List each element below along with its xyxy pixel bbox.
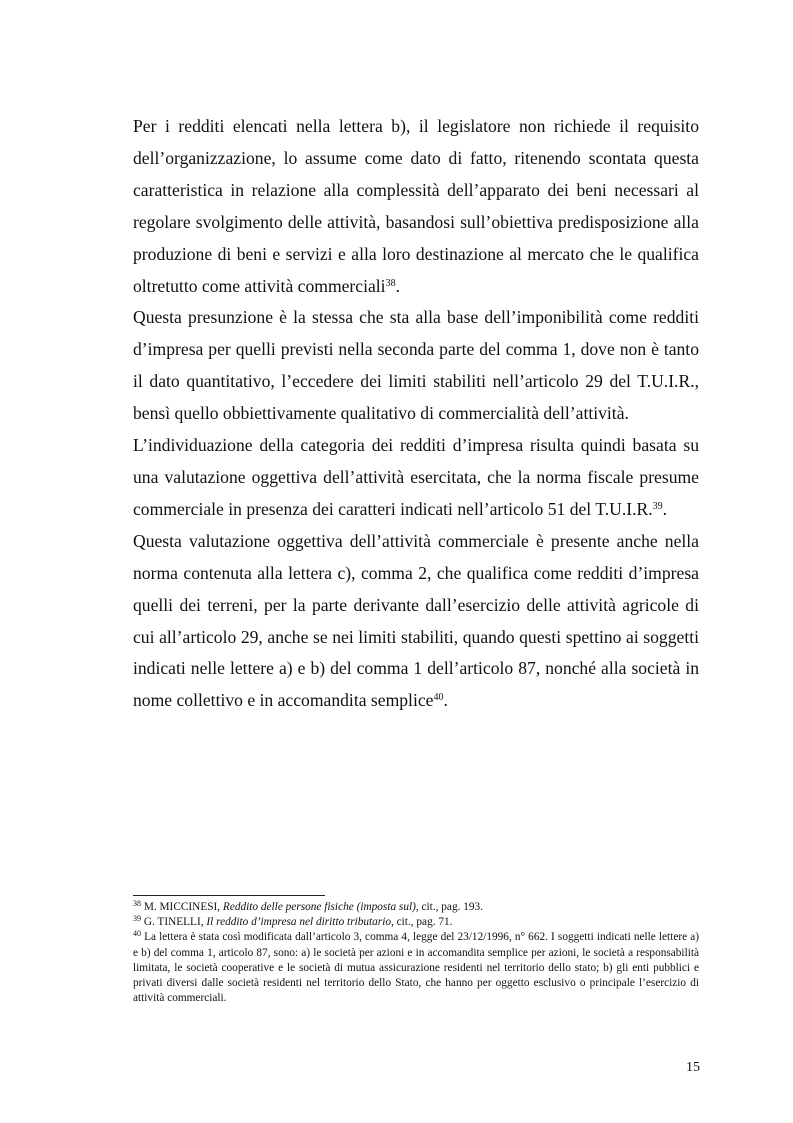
- footnote: [133, 915, 699, 930]
- paragraph: [133, 526, 699, 717]
- footnote: [133, 930, 699, 1006]
- footnote-number: 40: [133, 929, 141, 939]
- paragraph-text: Per i redditi elencati nella lettera b), il legislatore non richiede il requisito dell’organizzazione, lo assume come dato di fatto, ritenendo scontata questa caratteristica in relazione alla complessità dell’apparato dei beni necessari al regolare svolgimento delle attività, basandosi sull’obiettiva predisposizione alla produzione di beni e servizi e alla loro destinazione al mercato che le qualifica oltretutto come attività commerciali: [133, 116, 699, 296]
- paragraph: [133, 430, 699, 526]
- footnote-ref[interactable]: 39: [652, 500, 663, 512]
- body-text: [133, 111, 699, 717]
- paragraph: [133, 111, 699, 302]
- paragraph-tail: .: [662, 498, 668, 519]
- footnote-title: Reddito delle persone fisiche (imposta sul): [222, 901, 416, 913]
- footnote-citation: , cit., pag. 71.: [391, 916, 453, 929]
- footnote-title: Il reddito d’impresa nel diritto tributario: [206, 916, 391, 929]
- footnotes: [133, 900, 699, 1006]
- footnote-ref[interactable]: 40: [433, 692, 444, 704]
- footnote: [133, 900, 699, 915]
- paragraph-tail: .: [443, 690, 448, 711]
- paragraph: [133, 302, 699, 430]
- paragraph-text: L’individuazione della categoria dei redditi d’impresa risulta quindi basata su una valutazione oggettiva dell’attività esercitata, che la norma fiscale presume commerciale in presenza dei caratteri indicati nell’articolo 51 del T.U.I.R.: [133, 435, 699, 519]
- paragraph-text: Questa presunzione è la stessa che sta alla base dell’imponibilità come redditi d’impresa per quelli previsti nella seconda parte del comma 1, dove non è tanto il dato quantitativo, l’eccedere dei limiti stabiliti nell’articolo 29 del T.U.I.R., bensì quello obbiettivamente qualitativo di commercialità dell’attività.: [133, 307, 699, 424]
- footnote-separator: [133, 895, 325, 896]
- footnote-ref[interactable]: 38: [385, 277, 396, 289]
- footnote-author: M. MICCINESI,: [141, 901, 223, 913]
- footnote-text: La lettera è stata così modificata dall’articolo 3, comma 4, legge del 23/12/1996, n° 662. I soggetti indicati nelle lettere a) e b) del comma 1, articolo 87, sono: a) le società per azioni e in accomandita semplice per azioni, le società a responsabilità limitata, le società cooperative e le società di mutua assicurazione residenti nel territorio dello stato; b) gli enti pubblici e privati diversi dalle società residenti nel territorio dello Stato, che hanno per oggetto esclusivo o principale l’esercizio di attività commerciali.: [133, 931, 699, 1005]
- paragraph-tail: .: [395, 275, 400, 296]
- page-number: 15: [686, 1060, 700, 1075]
- footnote-number: 39: [133, 914, 141, 924]
- footnote-number: 38: [133, 899, 141, 908]
- footnote-citation: , cit., pag. 193.: [415, 901, 484, 913]
- paragraph-text: Questa valutazione oggettiva dell’attività commerciale è presente anche nella norma contenuta alla lettera c), comma 2, che qualifica come redditi d’impresa quelli dei terreni, per la parte derivante dall’esercizio delle attività agricole di cui all’articolo 29, anche se nei limiti stabiliti, quando questi spettino ai soggetti indicati nelle lettere a) e b) del comma 1 dell’articolo 87, nonché alla società in nome collettivo e in accomandita semplice: [133, 530, 699, 711]
- footnote-author: G. TINELLI,: [141, 916, 207, 929]
